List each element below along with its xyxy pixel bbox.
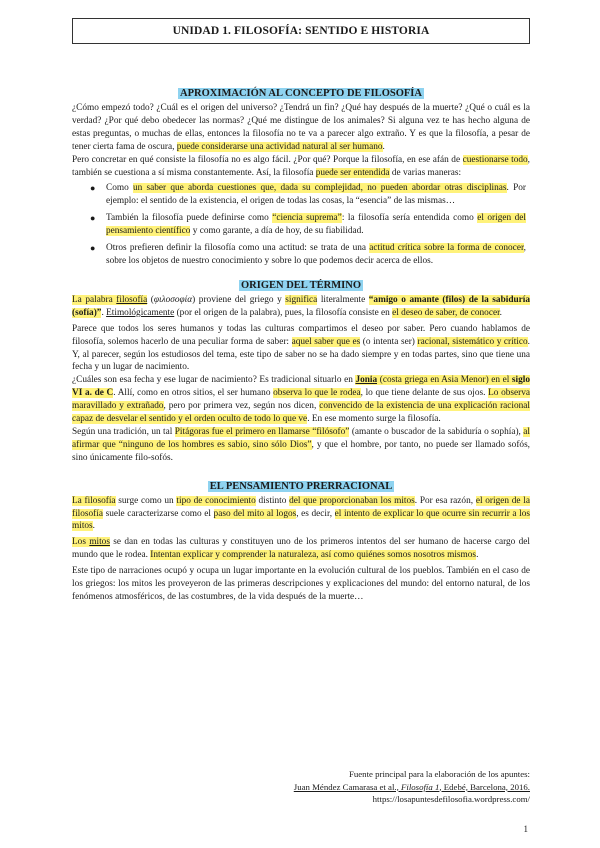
paragraph-mitos: Los mitos se dan en todas las culturas y constituyen uno de los primeros intentos del ser humano de hacerse cargo del mundo que le rodea. Intentan explicar y comprender la naturaleza, así como quiénes somos nosotros mismos. bbox=[72, 537, 530, 561]
paragraph-palabra: La palabra filosofía (φιλοσοφία) proviene del griego y significa literalmente “amigo o amante (filos) de la sabiduría (sofía)”. Etimológicamente (por el origen de la palabra), pues, la filosofía consiste en el deseo de saber, de conocer. bbox=[72, 294, 531, 318]
page-number: 1 bbox=[523, 824, 528, 834]
document-page bbox=[72, 18, 530, 604]
section-heading-origen: ORIGEN DEL TÉRMINO bbox=[241, 279, 361, 291]
section-prerracional bbox=[72, 481, 530, 604]
list-item: ● Como un saber que aborda cuestiones que, dada su complejidad, no pueden abordar otras disciplinas. Por ejemplo: el sentido de la existencia, el origen de todas las cosas, la “esencia” de las mismas… bbox=[90, 183, 526, 207]
section-heading-aproximacion: APROXIMACIÓN AL CONCEPTO DE FILOSOFÍA bbox=[180, 88, 422, 99]
paragraph-narraciones: Este tipo de narraciones ocupó y ocupa un lugar importante en la evolución cultural de los pueblos. También en el caso de los griegos: los mitos les proveyeron de las primeras descripciones y explicaciones del mundo: del entorno natural, de los fenómenos atmosféricos, de las costumbres, de la vida después de la muerte… bbox=[72, 566, 530, 602]
definitions-list bbox=[72, 182, 530, 267]
unit-title: UNIDAD 1. FILOSOFÍA: SENTIDO E HISTORIA bbox=[72, 18, 530, 44]
source-footer bbox=[294, 768, 530, 806]
paragraph-mito-logos: La filosofía surge como un tipo de conocimiento distinto del que proporcionaban los mitos. Por esa razón, el origen de la filosofía suele caracterizarse como el paso del mito al logos, es decir, el intento de explicar lo que ocurre sin recurrir a los mitos. bbox=[72, 495, 530, 532]
section-aproximacion bbox=[72, 88, 530, 268]
paragraph-nacimiento: ¿Cuáles son esa fecha y ese lugar de nacimiento? Es tradicional situarlo en Jonia (costa griega en Asia Menor) en el siglo VI a. de C. Allí, como en otros sitios, el ser humano observa lo que le rodea, lo que tiene delante de sus ojos. Lo observa maravillado y extrañado, pero por primera vez, según nos dicen, convencido de la existencia de una explicación racional capaz de desvelar el sentido y el orden oculto de todo lo que ve. En ese momento surge la filosofía. bbox=[72, 375, 531, 425]
footer-source-label: Fuente principal para la elaboración de los apuntes: bbox=[348, 769, 530, 779]
section-heading-prerracional: EL PENSAMIENTO PRERRACIONAL bbox=[209, 480, 393, 492]
paragraph-intro: ¿Cómo empezó todo? ¿Cuál es el origen del universo? ¿Tendrá un fin? ¿Qué hay después de la muerte? ¿Qué o cuál es la verdad? ¿Por qué debo obedecer las normas? ¿Qué me distingue de los animales? Si alguna vez te has hecho alguna de estas preguntas, o muchas de ellas, entonces la filosofía no te va a parecer algo extraño. Y es que la filosofía, a pesar de tener cierta fama de oscura, puede considerarse una actividad natural al ser humano. bbox=[72, 103, 530, 152]
list-item: ● También la filosofía puede definirse como “ciencia suprema”: la filosofía sería entendida como el origen del pensamiento científico y como garante, a día de hoy, de su fiabilidad. bbox=[90, 213, 526, 237]
footer-url-link[interactable]: https://losapuntesdefilosofia.wordpress.com/ bbox=[372, 794, 530, 805]
paragraph-pitagoras: Según una tradición, un tal Pitágoras fue el primero en llamarse “filósofo” (amante o buscador de la sabiduría o sophía), al afirmar que “ninguno de los hombres es sabio, sino sólo Dios”, y que el hombre, por tanto, no puede ser llamado sofós, sino únicamente filo-sofós. bbox=[72, 426, 531, 463]
list-item: ● Otros prefieren definir la filosofía como una actitud: se trata de una actitud crítica sobre la forma de conocer, sobre los objetos de nuestro conocimiento y sobre lo que podemos decir acerca de ellos. bbox=[90, 243, 526, 266]
paragraph-definicion: Pero concretar en qué consiste la filosofía no es algo fácil. ¿Por qué? Porque la filosofía, en ese afán de cuestionarse todo, también se cuestiona a sí misma constantemente. Así, la filosofía puede ser entendida de varias maneras: bbox=[72, 154, 530, 178]
footer-reference: Juan Méndez Camarasa et al., Filosofía 1, Edebé, Barcelona, 2016. bbox=[293, 781, 530, 792]
section-origen bbox=[72, 280, 530, 465]
paragraph-deseo: Parece que todos los seres humanos y todas las culturas compartimos el deseo por saber. Pero cuando hablamos de filosofía, solemos hacerlo de una peculiar forma de saber: aquel saber que es (o intenta ser) racional, sistemático y crítico. Y, al parecer, según los estudiosos del tema, este tipo de saber no se ha dado siempre y en todas partes, sino que tiene una fecha y un lugar de nacimiento. bbox=[72, 323, 530, 373]
